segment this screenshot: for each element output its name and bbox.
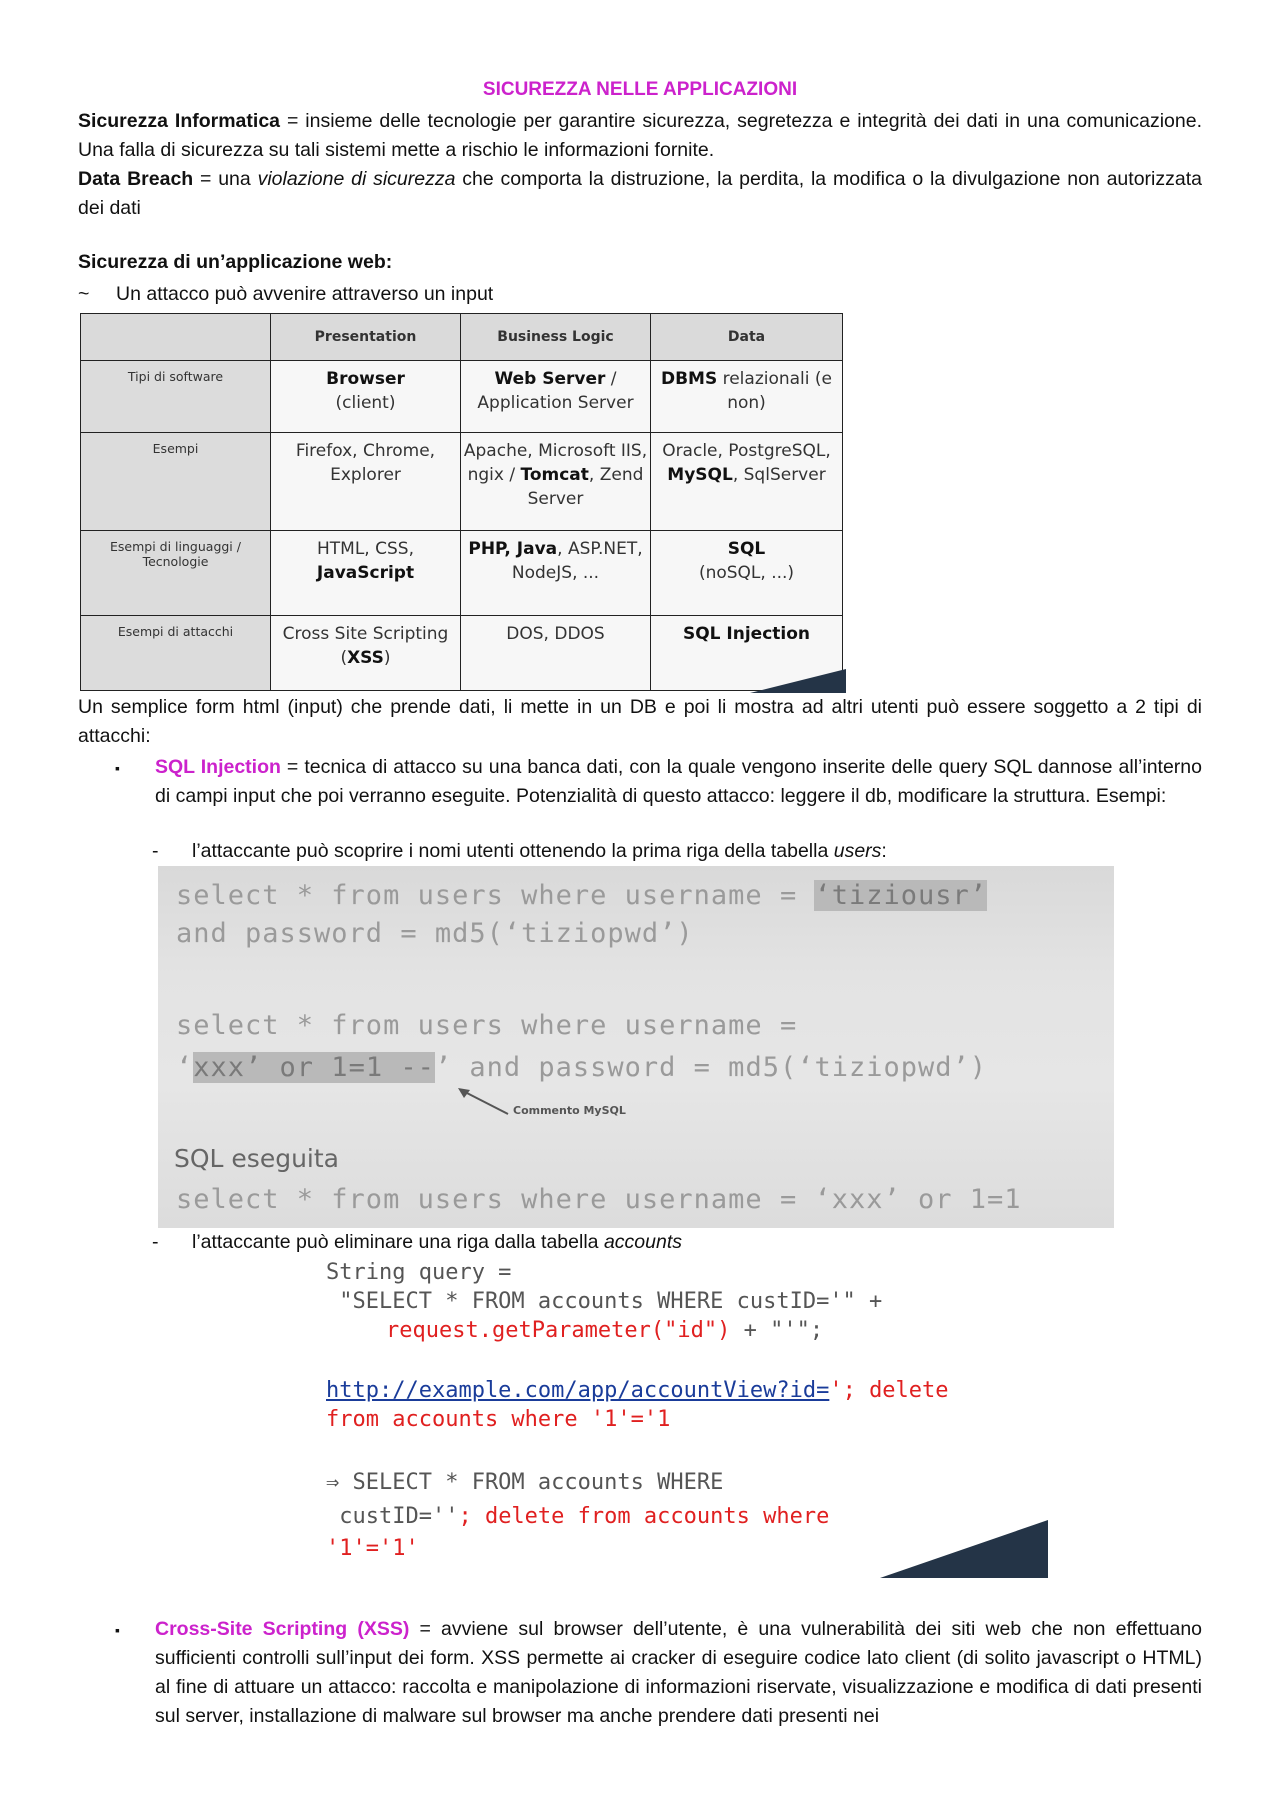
sql-injection-text: = tecnica di attacco su una banca dati, con la quale vengono inserite delle query SQL dannose all’interno di campi input che poi verranno eseguite. Potenzialità di questo attacco: leggere il db, modificare la struttura. Esempi: bbox=[155, 756, 1202, 807]
bullet-marker: ▪ bbox=[115, 760, 120, 776]
executed-sql-label: SQL eseguita bbox=[174, 1144, 339, 1173]
code-line-8: '1'='1' bbox=[326, 1536, 419, 1561]
cell-bold: JavaScript bbox=[316, 563, 415, 583]
example-2-em: accounts bbox=[603, 1231, 682, 1253]
sql-line-3: select * from users where username = bbox=[176, 1010, 798, 1041]
example-2-text bbox=[192, 1231, 682, 1254]
code-line-6: ⇒ SELECT * FROM accounts WHERE bbox=[326, 1470, 724, 1495]
term-data-breach: Data Breach bbox=[78, 168, 194, 190]
table-header-empty bbox=[81, 314, 271, 361]
code-line-1: String query = bbox=[326, 1260, 512, 1285]
cell-text: (client) bbox=[335, 393, 396, 413]
cell-text: relazionali (e non) bbox=[717, 369, 833, 413]
table-cell bbox=[271, 531, 461, 616]
term-xss: Cross-Site Scripting (XSS) bbox=[155, 1618, 410, 1640]
code-line-4 bbox=[326, 1378, 949, 1403]
example-2-pre: l’attaccante può eliminare una riga dalla tabella bbox=[192, 1231, 604, 1253]
example-1-text bbox=[192, 840, 887, 863]
term-sql-injection: SQL Injection bbox=[155, 756, 281, 778]
code-red: ; delete from accounts where bbox=[458, 1504, 830, 1529]
term-sicurezza-informatica: Sicurezza Informatica bbox=[78, 110, 281, 132]
table-row bbox=[81, 616, 843, 691]
page-title: SICUREZZA NELLE APPLICAZIONI bbox=[482, 79, 798, 100]
row-label: Esempi di attacchi bbox=[81, 616, 271, 691]
table-header-presentation: Presentation bbox=[271, 314, 461, 361]
comment-annotation: Commento MySQL bbox=[513, 1104, 626, 1117]
xss-text: = avviene sul browser dell’utente, è una vulnerabilità dei siti web che non effettuano sufficienti controlli sull’input dei form. XSS permette ai cracker di eseguire codice lato client (di solito javascript o HTML) al fine di attuare un attacco: raccolta e manipolazione di informazioni riservate, visualizzazione e modifica di dati presenti sul server, installazione di malware sul browser ma anche prendere dati presenti nei bbox=[155, 1618, 1203, 1727]
code-example-image bbox=[314, 1256, 1048, 1578]
bullet-marker: ▪ bbox=[115, 1622, 120, 1638]
sql-injection-image bbox=[158, 866, 1114, 1228]
definition-sicurezza-informatica: = insieme delle tecnologie per garantire sicurezza, segretezza e integrità dei dati in una comunicazione. Una falla di sicurezza su tali sistemi mette a rischio le informazioni fornite. bbox=[78, 110, 1202, 161]
table-cell bbox=[461, 361, 651, 433]
cell-text: , SqlServer bbox=[732, 465, 826, 485]
table-row bbox=[81, 433, 843, 531]
table-cell bbox=[271, 616, 461, 691]
cell-bold: PHP, Java bbox=[468, 539, 558, 559]
cell-text: , ASP.NET, NodeJS, ... bbox=[511, 539, 643, 583]
cell-text: (noSQL, ...) bbox=[698, 563, 795, 583]
table-cell bbox=[271, 361, 461, 433]
code-line-3 bbox=[386, 1318, 823, 1343]
cell-bold: SQL Injection bbox=[682, 624, 811, 644]
sql-highlight: xxx’ or 1=1 -- bbox=[193, 1052, 435, 1083]
architecture-table bbox=[80, 313, 842, 689]
code-text: + "'"; bbox=[730, 1318, 824, 1343]
sql-text: ’ and password = md5(‘tiziopwd’) bbox=[434, 1052, 988, 1083]
sql-line-2: and password = md5(‘tiziopwd’) bbox=[176, 918, 694, 949]
sql-text: ‘ bbox=[176, 1052, 194, 1083]
sql-highlight: ‘tiziousr’ bbox=[814, 880, 988, 911]
cell-text: Apache, Microsoft IIS, ngix / bbox=[463, 441, 648, 485]
sql-line-5: select * from users where username = ‘xxx’ or 1=1 bbox=[176, 1184, 1022, 1215]
cell-text: / Application Server bbox=[477, 369, 634, 413]
table-cell bbox=[461, 531, 651, 616]
table-row bbox=[81, 361, 843, 433]
code-red: '; delete bbox=[829, 1378, 949, 1403]
cell-bold: XSS bbox=[347, 648, 384, 668]
sql-injection-bullet bbox=[155, 753, 1202, 811]
sql-text: select * from users where username = bbox=[176, 880, 815, 911]
slide-corner-decoration bbox=[750, 669, 846, 693]
code-red: request.getParameter("id") bbox=[386, 1318, 731, 1343]
form-paragraph: Un semplice form html (input) che prende dati, li mette in un DB e poi li mostra ad altri utenti può essere soggetto a 2 tipi di attacchi: bbox=[78, 696, 1202, 747]
table-cell bbox=[651, 361, 843, 433]
cell-bold: Web Server bbox=[494, 369, 606, 389]
code-line-2: "SELECT * FROM accounts WHERE custID='" + bbox=[326, 1289, 883, 1314]
section-heading-web-security: Sicurezza di un’applicazione web: bbox=[78, 251, 393, 273]
arrow-icon bbox=[158, 866, 1114, 1228]
intro-paragraph bbox=[78, 107, 1202, 223]
code-line-7 bbox=[326, 1504, 829, 1529]
row-label: Tipi di software bbox=[81, 361, 271, 433]
cell-text: ) bbox=[383, 648, 391, 668]
cell-text: Cross Site Scripting ( bbox=[282, 624, 449, 668]
cell-text: Oracle, PostgreSQL, bbox=[662, 441, 831, 461]
table-cell: DOS, DDOS bbox=[461, 616, 651, 691]
row-label: Esempi bbox=[81, 433, 271, 531]
code-text: custID='' bbox=[326, 1504, 459, 1529]
table-header-data: Data bbox=[651, 314, 843, 361]
row-label: Esempi di linguaggi / Tecnologie bbox=[81, 531, 271, 616]
cell-bold: Tomcat bbox=[520, 465, 589, 485]
table-cell bbox=[651, 531, 843, 616]
example-1-post: : bbox=[881, 840, 887, 862]
cell-bold: SQL bbox=[727, 539, 766, 559]
example-1-pre: l’attaccante può scoprire i nomi utenti ottenendo la prima riga della tabella bbox=[192, 840, 834, 862]
table-cell bbox=[651, 433, 843, 531]
attack-input-line bbox=[78, 283, 493, 306]
dash-marker: - bbox=[152, 840, 159, 862]
table-row bbox=[81, 531, 843, 616]
cell-text: , Zend Server bbox=[527, 465, 644, 509]
table-header-business-logic: Business Logic bbox=[461, 314, 651, 361]
cell-bold: Browser bbox=[326, 369, 405, 389]
table-cell bbox=[461, 433, 651, 531]
xss-bullet bbox=[155, 1615, 1202, 1731]
table-cell: Firefox, Chrome, Explorer bbox=[271, 433, 461, 531]
slide-corner-decoration bbox=[880, 1520, 1048, 1578]
cell-text: HTML, CSS, bbox=[317, 539, 414, 559]
definition-data-breach-em: violazione di sicurezza bbox=[257, 168, 456, 190]
definition-data-breach-post: che comporta la distruzione, la perdita, la modifica o la divulgazione non autorizzata dei dati bbox=[78, 168, 1202, 219]
example-1-em: users bbox=[833, 840, 882, 862]
definition-data-breach-pre: = una bbox=[193, 168, 258, 190]
attack-input-text: Un attacco può avvenire attraverso un input bbox=[116, 283, 494, 305]
tilde-marker: ~ bbox=[78, 283, 90, 305]
code-url: http://example.com/app/accountView?id= bbox=[326, 1378, 830, 1403]
cell-bold: DBMS bbox=[660, 369, 718, 389]
code-line-5: from accounts where '1'='1 bbox=[326, 1407, 671, 1432]
dash-marker: - bbox=[152, 1231, 159, 1253]
cell-bold: MySQL bbox=[667, 465, 733, 485]
